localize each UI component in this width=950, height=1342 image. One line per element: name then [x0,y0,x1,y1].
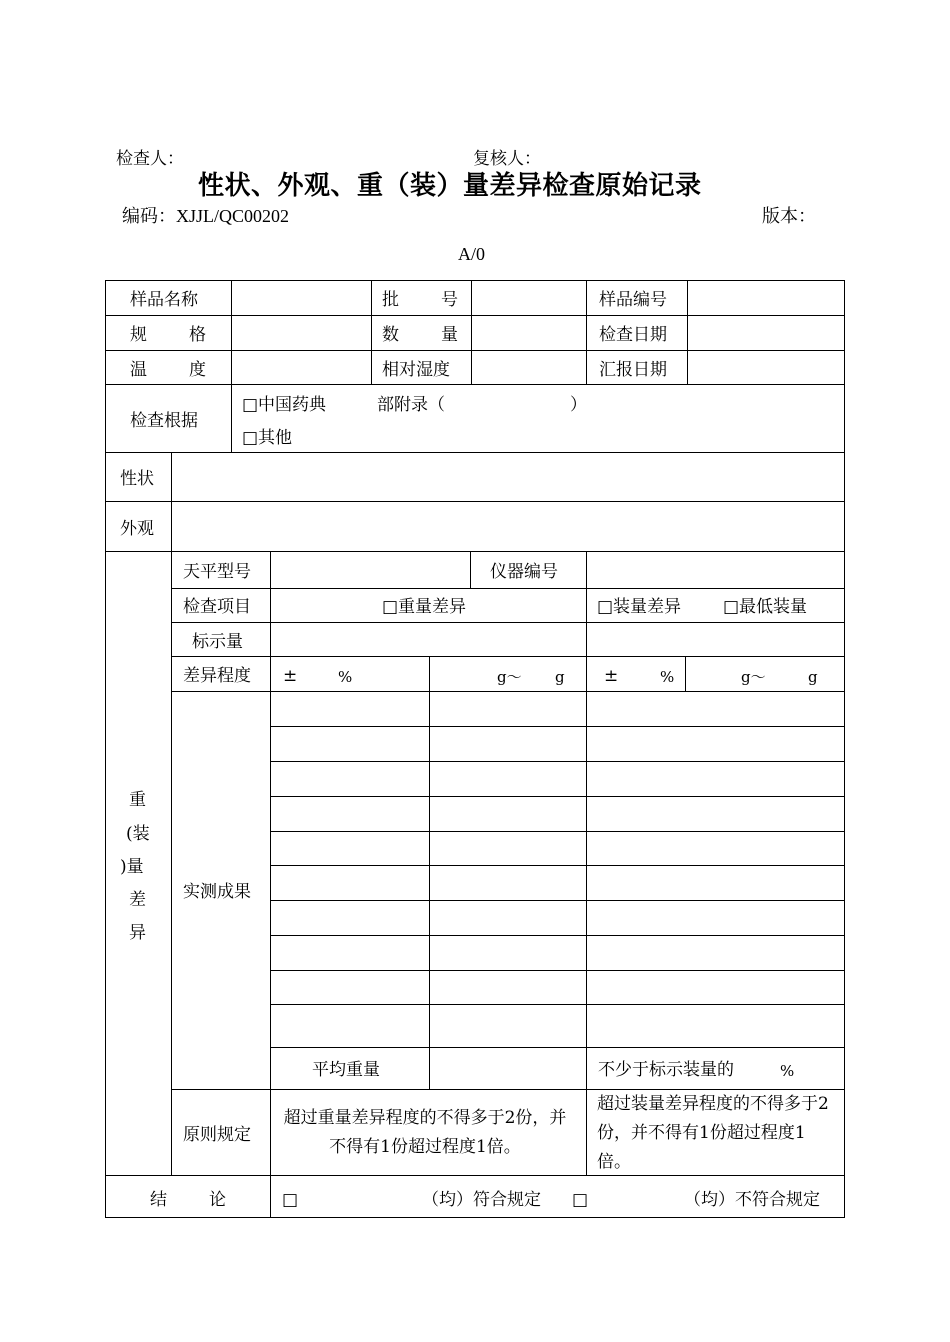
weight-section-char-5: 异 [129,923,146,943]
weight-g-unit: g [555,668,565,686]
character-label: 性状 [120,469,154,489]
min-fill-checkbox[interactable]: □最低装量 [723,597,808,617]
fill-pm-sign: ± [604,666,619,686]
spec-label: 规 格 [130,325,206,345]
basis-other-checkbox[interactable]: □其他 [242,428,293,448]
version-label: 版本： [762,206,816,227]
batch-no-label: 批 号 [382,290,458,310]
sample-name-label: 样品名称 [130,290,198,310]
weight-section-char-2: (装 [126,824,150,844]
sample-code-label: 样品编号 [599,290,667,310]
basis-appendix-label: 部附录（ [377,395,445,415]
fill-diff-checkbox[interactable]: □装量差异 [597,597,682,617]
measured-results-label: 实测成果 [183,882,251,902]
page-title: 性状、外观、重（装）量差异检查原始记录 [198,171,702,201]
basis-label: 检查根据 [130,411,198,431]
not-conform-checkbox[interactable]: □ [572,1190,589,1210]
weight-section-char-4: 差 [129,890,146,910]
temperature-label: 温 度 [130,360,206,380]
weight-pm-sign: ± [283,666,298,686]
weight-section-char-1: 重 [129,790,146,810]
diff-degree-label: 差异程度 [183,666,251,686]
reviewer-label: 复核人： [473,149,541,169]
fill-g-range: g～ [741,668,766,686]
conform-label: （均）符合规定 [422,1190,541,1210]
appearance-label: 外观 [120,519,154,539]
conform-checkbox[interactable]: □ [282,1190,299,1210]
fill-percent-sign: % [660,668,675,686]
rule-fill-text: 超过装量差异程度的不得多于2份，并不得有1份超过程度1倍。 [597,1094,829,1172]
avg-weight-label: 平均重量 [312,1060,380,1080]
min-fill-percent: % [780,1062,795,1080]
conclusion-label: 结 论 [150,1190,226,1210]
rule-label: 原则规定 [183,1125,251,1145]
inspector-label: 检查人： [116,149,184,169]
instrument-no-label: 仪器编号 [490,562,558,582]
record-table [105,280,845,1218]
weight-section-char-3: )量 [120,857,144,877]
labeled-amount-label: 标示量 [192,632,243,652]
fill-g-unit: g [808,668,818,686]
min-fill-text: 不少于标示装量的 [598,1060,734,1080]
code-label: 编码：XJJL/QC00202 [122,206,290,226]
rule-weight-text: 超过重量差异程度的不得多于2份，并不得有1份超过程度1倍。 [283,1108,567,1157]
weight-g-range: g～ [497,668,522,686]
not-conform-label: （均）不符合规定 [684,1190,820,1210]
check-item-label: 检查项目 [183,597,251,617]
quantity-label: 数 量 [382,325,458,345]
version-value: A/0 [458,244,485,264]
weight-percent-sign: % [338,668,353,686]
report-date-label: 汇报日期 [599,360,667,380]
basis-pharmacopoeia-checkbox[interactable]: □中国药典 [242,395,327,415]
balance-model-label: 天平型号 [183,562,251,582]
basis-appendix-close: ） [570,395,587,415]
weight-diff-checkbox[interactable]: □重量差异 [382,597,467,617]
check-date-label: 检查日期 [599,325,667,345]
humidity-label: 相对湿度 [382,360,450,380]
